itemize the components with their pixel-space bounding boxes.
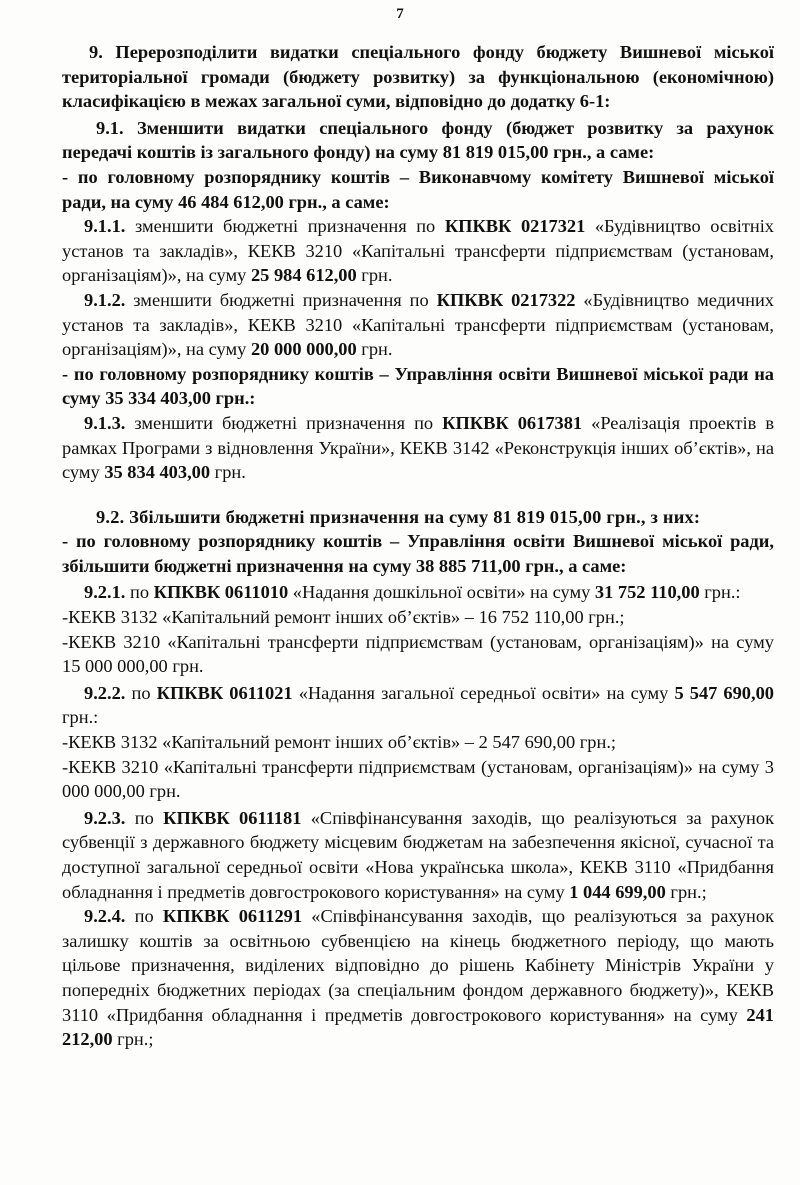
- item-text: «Надання дошкільної освіти» на суму: [288, 582, 595, 603]
- item-number: 9.1.3.: [84, 412, 126, 433]
- item-sum: 241 212,00: [62, 1004, 774, 1050]
- program-code: КПКВК 0217322: [436, 289, 576, 310]
- item-sum: 5 547 690,00: [674, 682, 774, 703]
- paragraph-9: 9. Перерозподілити видатки спеціального фонду бюджету Вишневої міської територіальної громади (бюджету розвитку) за функціональною (економічною) класифікацією в межах загальної суми, відповідно до додатку 6-1:: [62, 42, 774, 112]
- item-text: «Будівництво медичних установ та закладів», КЕКВ 3210 «Капітальні трансферти підприємствам (установам, організаціям)», на суму: [62, 289, 774, 360]
- item-text-pre: по: [125, 906, 163, 927]
- list-line-kekv-3132: -КЕКВ 3132 «Капітальний ремонт інших об’єктів» – 16 752 110,00 грн.;: [62, 607, 625, 628]
- item-text-post: грн.: [210, 462, 246, 483]
- item-number: 9.1.2.: [84, 289, 126, 310]
- item-text-post: грн.;: [665, 881, 707, 902]
- item-number: 9.2.3.: [84, 807, 126, 828]
- item-text-pre: зменшити бюджетні призначення по: [125, 216, 445, 237]
- program-code: КПКВК 0217321: [444, 216, 586, 237]
- item-text: «Співфінансування заходів, що реалізуються за рахунок субвенції з державного бюджету місцевим бюджетам на забезпечення якісної, сучасної та доступної загальної середньої освіти «Нова українська школа», КЕКВ 3110 «Придбання обладнання і предметів довгострокового користування» на суму: [62, 807, 775, 902]
- item-number: 9.2.4.: [84, 906, 126, 927]
- item-text-post: грн.:: [699, 582, 741, 603]
- item-text-pre: по: [125, 582, 154, 603]
- program-code: КПКВК 0617381: [442, 412, 583, 433]
- list-line-kekv-3210: -КЕКВ 3210 «Капітальні трансферти підприємствам (установам, організаціям)» на суму 15 000 000,00 грн.: [62, 631, 774, 677]
- spacer: [62, 485, 774, 505]
- item-text: «Реалізація проектів в рамках Програми з відновлення України», КЕКВ 3142 «Реконструкція інших об’єктів», на суму: [62, 412, 774, 483]
- list-line-kekv-3210: -КЕКВ 3210 «Капітальні трансферти підприємствам (установам, організаціям)» на суму 3 000 000,00 грн.: [62, 756, 774, 802]
- program-code: КПКВК 0611021: [156, 682, 293, 703]
- program-code: КПКВК 0611010: [153, 582, 289, 603]
- paragraph-9-1-education-department: - по головному розпоряднику коштів – Управління освіти Вишневої міської ради на суму 35 334 403,00 грн.:: [62, 363, 774, 409]
- paragraph-9-2-4: [62, 904, 774, 1052]
- document-body: [62, 40, 774, 1052]
- item-text-pre: по: [125, 807, 164, 828]
- paragraph-9-2-education-department: - по головному розпоряднику коштів – Управління освіти Вишневої міської ради, збільшити бюджетні призначення на суму 38 885 711,00 грн., а саме:: [62, 531, 774, 576]
- item-text-pre: по: [125, 682, 157, 703]
- item-sum: 1 044 699,00: [569, 881, 666, 902]
- page-number: 7: [396, 6, 404, 22]
- item-sum: 25 984 612,00: [250, 265, 357, 286]
- item-text: «Будівництво освітніх установ та закладів», КЕКВ 3210 «Капітальні трансферти підприємствам (установам, організаціям)», на суму: [62, 216, 775, 286]
- item-text-pre: зменшити бюджетні призначення по: [125, 289, 437, 310]
- item-sum: 35 834 403,00: [104, 462, 211, 483]
- item-text-post: грн.:: [62, 707, 99, 728]
- item-text-post: грн.: [356, 265, 393, 286]
- paragraph-9-1-1: [62, 214, 774, 288]
- list-line-kekv-3132: -КЕКВ 3132 «Капітальний ремонт інших об’єктів» – 2 547 690,00 грн.;: [62, 732, 617, 753]
- paragraph-9-1-3: [62, 411, 774, 485]
- item-number: 9.2.1.: [84, 582, 126, 603]
- item-text-post: грн.;: [112, 1029, 154, 1050]
- paragraph-9-1-executive-committee: - по головному розпоряднику коштів – Виконавчому комітету Вишневої міської ради, на суму 46 484 612,00 грн., а саме:: [62, 166, 774, 212]
- paragraph-9-1-2: [62, 288, 774, 362]
- paragraph-9-1: 9.1. Зменшити видатки спеціального фонду (бюджет розвитку за рахунок передачі коштів із загального фонду) на суму 81 819 015,00 грн., а саме:: [62, 117, 774, 163]
- paragraph-9-2-3: [62, 806, 774, 904]
- paragraph-9-2-2: [62, 681, 774, 730]
- program-code: КПКВК 0611291: [162, 906, 303, 927]
- item-sum: 20 000 000,00: [250, 339, 357, 360]
- item-text-pre: зменшити бюджетні призначення по: [125, 412, 443, 433]
- paragraph-9-2-1: [62, 580, 774, 605]
- item-text-post: грн.: [356, 339, 393, 360]
- item-number: 9.2.2.: [84, 682, 126, 703]
- item-text: «Надання загальної середньої освіти» на суму: [292, 682, 675, 703]
- item-sum: 31 752 110,00: [594, 582, 700, 603]
- item-number: 9.1.1.: [84, 216, 126, 237]
- item-text: «Співфінансування заходів, що реалізуються за рахунок залишку коштів за освітньою субвенцією на кінець бюджетного періоду, що мають цільове призначення, виділених відповідно до рішень Кабінету Міністрів України у попередніх бюджетних періодах (за спеціальним фондом державного бюджету)», КЕКВ 3110 «Придбання обладнання і предметів довгострокового користування» на суму: [62, 906, 775, 1025]
- program-code: КПКВК 0611181: [163, 807, 302, 828]
- paragraph-9-2: 9.2. Збільшити бюджетні призначення на суму 81 819 015,00 грн., з них:: [96, 506, 701, 527]
